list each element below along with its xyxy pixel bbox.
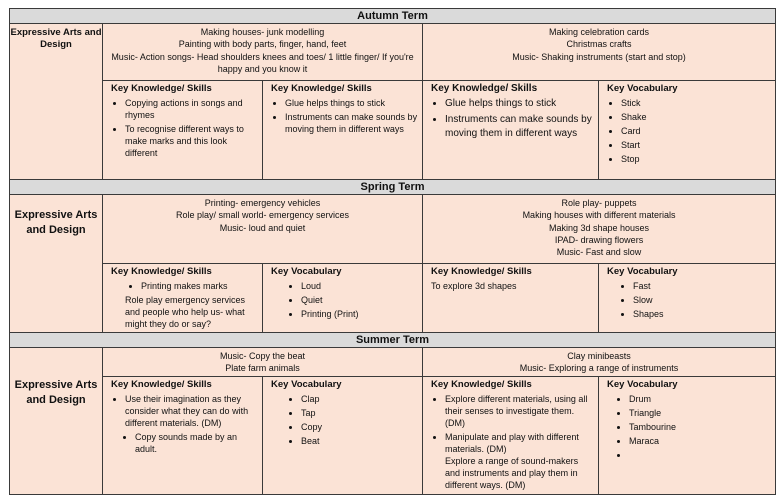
activity-item: Music- loud and quiet: [219, 222, 306, 233]
plain-text: To explore 3d shapes: [431, 281, 517, 291]
vocab-item: • Maraca: [629, 435, 771, 447]
autumn-left-activities: [103, 24, 423, 81]
plain-text: Role play emergency services and people who help us- what might they do or say?: [125, 295, 246, 329]
section-heading: Key Vocabulary: [607, 378, 678, 390]
section-heading: Key Knowledge/ Skills: [111, 378, 212, 390]
spring-vocabulary-2: [599, 264, 776, 333]
activity-item: Making celebration cards: [548, 27, 650, 37]
plain-text: Explore a range of sound-makers and instruments and play them in different ways. (DM): [445, 455, 579, 490]
vocab-item: • Copy: [301, 421, 418, 433]
summer-vocabulary-2: [599, 376, 776, 494]
activity-item: Making houses with different materials: [522, 210, 676, 221]
activity-item: Role play/ small world- emergency services: [175, 210, 350, 221]
vocab-item: • Shapes: [633, 308, 771, 320]
vocab-item: • Loud: [301, 280, 418, 292]
list-item: • Manipulate and play with different materials. (DM): [445, 431, 594, 455]
vocab-item: • Slow: [633, 294, 771, 306]
autumn-term-heading: Autumn Term: [10, 9, 776, 24]
area-text: Expressive Arts and Design: [14, 209, 98, 236]
activity-item: Plate farm animals: [225, 363, 300, 374]
activity-item: Painting with body parts, finger, hand, feet: [178, 39, 347, 50]
activity-item: Music- Exploring a range of instruments: [519, 363, 679, 374]
list-item: • Instruments can make sounds by moving them in different ways: [445, 113, 594, 141]
vocab-item: • Start: [621, 139, 771, 151]
section-heading: Key Vocabulary: [607, 83, 678, 95]
activity-item: Printing- emergency vehicles: [204, 198, 321, 208]
autumn-area-label: Expressive Arts and Design: [10, 24, 103, 180]
autumn-knowledge-3: [423, 81, 599, 180]
vocab-item: • Tap: [301, 407, 418, 419]
activity-item: Music- Shaking instruments (start and stop): [512, 51, 686, 62]
section-heading: Key Knowledge/ Skills: [431, 83, 538, 95]
list-item: • To recognise different ways to make marks and this look different: [125, 123, 258, 159]
list-item: • Printing makes marks: [141, 280, 258, 292]
activity-item: Making 3d shape houses: [548, 222, 650, 233]
summer-term-heading: Summer Term: [10, 333, 776, 348]
section-heading: Key Knowledge/ Skills: [431, 378, 532, 390]
activity-item: Music- Copy the beat: [219, 351, 306, 361]
area-text: Expressive Arts and Design: [14, 379, 98, 406]
vocab-item: • Card: [621, 125, 771, 137]
list-item: • Glue helps things to stick: [445, 97, 594, 111]
summer-right-activities: [423, 348, 776, 377]
activity-item: Making houses- junk modelling: [200, 27, 325, 37]
spring-knowledge-2: [423, 264, 599, 333]
autumn-vocabulary: [599, 81, 776, 180]
vocab-item: • Triangle: [629, 407, 771, 419]
activity-item: Role play- puppets: [561, 198, 637, 208]
list-item: • Explore different materials, using all their senses to investigate them. (DM): [445, 393, 594, 429]
vocab-item: • Beat: [301, 435, 418, 447]
section-heading: Key Knowledge/ Skills: [111, 83, 212, 95]
vocab-item: • Stop: [621, 153, 771, 165]
summer-knowledge-1: [103, 376, 263, 494]
section-heading: Key Knowledge/ Skills: [271, 83, 372, 95]
activity-item: Christmas crafts: [566, 39, 632, 50]
vocab-item: • Shake: [621, 111, 771, 123]
activity-item: Clay minibeasts: [567, 351, 631, 361]
vocab-item: • Drum: [629, 393, 771, 405]
section-heading: Key Vocabulary: [271, 378, 342, 390]
list-item: • Instruments can make sounds by moving them in different ways: [285, 111, 418, 135]
spring-knowledge-1: [103, 264, 263, 333]
summer-area-label: [10, 348, 103, 495]
activity-item: Music- Action songs- Head shoulders knees and toes/ 1 little finger/ If you're happy and you know it: [111, 51, 414, 74]
autumn-right-activities: [423, 24, 776, 81]
vocab-item: [629, 449, 771, 461]
list-item: • Use their imagination as they consider what they can do with different materials. (DM): [125, 393, 258, 429]
summer-left-activities: [103, 348, 423, 377]
spring-area-label: [10, 195, 103, 333]
term-plan-table: [9, 8, 776, 495]
vocab-item: • Tambourine: [629, 421, 771, 433]
curriculum-plan: [9, 8, 775, 495]
activity-item: Music- Fast and slow: [556, 247, 642, 258]
section-heading: Key Vocabulary: [607, 266, 678, 277]
summer-knowledge-2: [423, 376, 599, 494]
list-item: • Glue helps things to stick: [285, 97, 418, 109]
section-heading: Key Knowledge/ Skills: [431, 266, 532, 277]
vocab-item: • Stick: [621, 97, 771, 109]
spring-left-activities: [103, 195, 423, 264]
vocab-item: • Clap: [301, 393, 418, 405]
autumn-knowledge-1: [103, 81, 263, 180]
activity-item: IPAD- drawing flowers: [554, 234, 644, 245]
vocab-item: • Fast: [633, 280, 771, 292]
section-heading: Key Knowledge/ Skills: [111, 266, 212, 277]
spring-term-heading: Spring Term: [10, 180, 776, 195]
autumn-knowledge-2: [263, 81, 423, 180]
spring-vocabulary-1: [263, 264, 423, 333]
list-item: • Copy sounds made by an adult.: [135, 431, 258, 455]
list-item: • Copying actions in songs and rhymes: [125, 97, 258, 121]
spring-right-activities: [423, 195, 776, 264]
vocab-item: • Quiet: [301, 294, 418, 306]
vocab-item: • Printing (Print): [301, 308, 418, 320]
section-heading: Key Vocabulary: [271, 266, 342, 277]
summer-vocabulary-1: [263, 376, 423, 494]
